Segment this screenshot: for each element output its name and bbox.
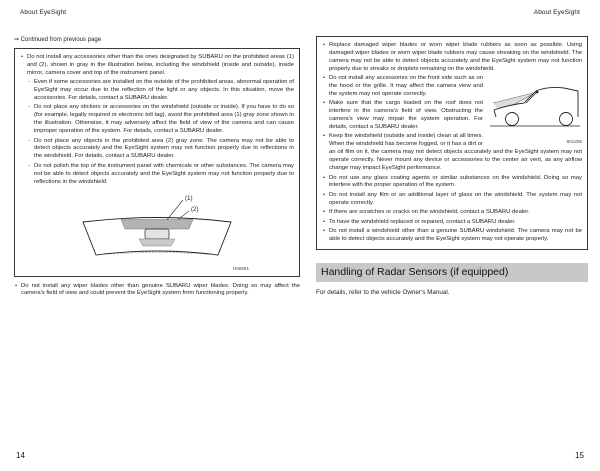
figure-code: 801206 [566,139,582,145]
list-item [322,175,582,191]
list-item [14,283,300,299]
list-item-text: To have the windshield replaced or repaired, contact a SUBARU dealer. [329,218,516,225]
bullet-marker: • [21,54,24,60]
list-item-text: Do not install a windshield other than a genuine SUBARU windshield. The camera may not be able to detect objects accurately and the EyeSight system may not operate properly. [329,227,582,242]
caution-box-right [316,36,588,250]
caution-list-left [20,54,294,187]
right-page-column [316,36,588,296]
left-page-column [14,36,300,300]
bullet-marker: • [323,75,326,82]
list-item-text: If there are scratches or cracks on the windshield, contact a SUBARU dealer. [329,209,530,216]
bullet-marker: • [323,227,326,234]
caution-list-right [322,42,582,74]
list-item-text: Do not install any accessories other than the ones designated by SUBARU on the prohibited areas (1) and (2), shown in gray in the illustration below, including the windshield (inside and outside), inside mirror, camera cover and top of the instrument panel. [27,54,294,76]
bullet-marker: • [323,209,326,216]
list-item-text: Do not install any wiper blades other than genuine SUBARU wiper blades. Doing so may affect the camera's field of view and could prevent the EyeSight system from functioning properly. [21,282,300,297]
continued-note: ⇒ Continued from previous page [14,37,102,43]
dash-marker: - [28,104,30,111]
zone-2-label: (2) [191,205,199,213]
dash-marker: - [28,162,30,169]
list-item-text: Do not place any stickers or accessories on the windshield (outside or inside). If you have to do so (for example, legally required or electronic toll tag), avoid the prohibited area (1) gray zone shown in the illustration. Otherwise, it may adversely affect the field of view of the camera and can cause improper operation of the system. For details, contact a SUBARU dealer. [34,104,294,135]
section-heading-radar-sensors: Handling of Radar Sensors (if equipped) [316,263,588,282]
figure-code: H00651 [232,265,249,271]
page-number-left: 14 [16,451,25,460]
list-item [322,75,582,99]
list-item [322,228,582,244]
list-item [322,42,582,74]
list-item [322,219,582,227]
list-item-text: Make sure that the cargo loaded on the roof does not interfere in the camera's field of view. Obstructing the camera's view may impair the system operation. For details, contact a SUBARU dealer. [329,100,483,131]
list-item [27,79,294,103]
list-item [27,104,294,136]
list-item-text: Do not install any accessories on the front side such as on the hood or the grille. It may affect the camera view and the system may not operate correctly. [329,75,483,97]
list-item [322,100,582,132]
list-item-text: Keep the windshield (outside and inside) clean at all times. When the windshield has become fogged, or it has a dirt or an oil film on it, the camera may not detect objects accurately and the EyeSight system may not operate correctly. Never mount any device or accessories to the center air vent, as any airflow change may impact EyeSight performance. [329,133,582,172]
dash-marker: - [28,79,30,86]
bullet-marker: • [323,218,326,225]
bullet-marker: • [323,191,326,198]
bullet-marker: • [323,42,326,48]
caution-box-left [14,48,300,277]
bullet-marker: • [323,133,326,140]
list-item [27,163,294,187]
bullet-marker: • [15,282,18,289]
running-header-left: About EyeSight [20,9,67,16]
page-number-right: 15 [575,451,584,460]
wiper-note-list [14,283,300,299]
list-item [27,138,294,162]
list-item-text: Do not place any objects in the prohibited area (2) gray zone. The camera may not be able to detect objects accurately and the EyeSight system may not function properly due to reflections in the windshield. For details, contact a SUBARU dealer. [34,137,294,160]
list-item-text: Do not polish the top of the instrument panel with chemicals or other substances. The camera may not be able to detect objects accurately and the EyeSight system may not function properly due to reflections in the windshield. [34,162,294,185]
dash-marker: - [28,137,30,144]
list-item [322,133,582,173]
list-item [20,54,294,78]
windshield-zones-illustration [65,192,249,260]
list-item-text: Do not install any film or an additional layer of glass on the windshield. The system may not operate correctly. [329,191,582,206]
list-item [322,192,582,208]
list-item-text: Do not use any glass coating agents or similar substances on the windshield. Doing so may interfere with the proper operation of the system. [329,174,582,189]
running-header-right: About EyeSight [533,9,580,16]
windshield-zones-figure [65,192,249,271]
list-item-text: Even if some accessories are installed on the outside of the prohibited areas, abnormal operation of EyeSight may occur due to the reflection of the light or any objects. In this situation, move the accessories. For details, contact a SUBARU dealer. [34,79,294,102]
caution-list-right-cont [322,75,582,244]
section-body-text: For details, refer to the vehicle Owner's Manual. [316,289,450,297]
list-item-text: Replace damaged wiper blades or worn wiper blade rubbers as soon as possible. Using damaged wiper blades or worn wiper blade rubbers may cause streaking on the windshield. The camera may not be able to detect objects accurately and the EyeSight system may not function properly due to streaks or droplets remaining on the windshield. [329,42,582,72]
bullet-marker: • [323,100,326,107]
bullet-marker: • [323,174,326,181]
list-item [322,209,582,217]
zone-1-label: (1) [185,194,193,202]
